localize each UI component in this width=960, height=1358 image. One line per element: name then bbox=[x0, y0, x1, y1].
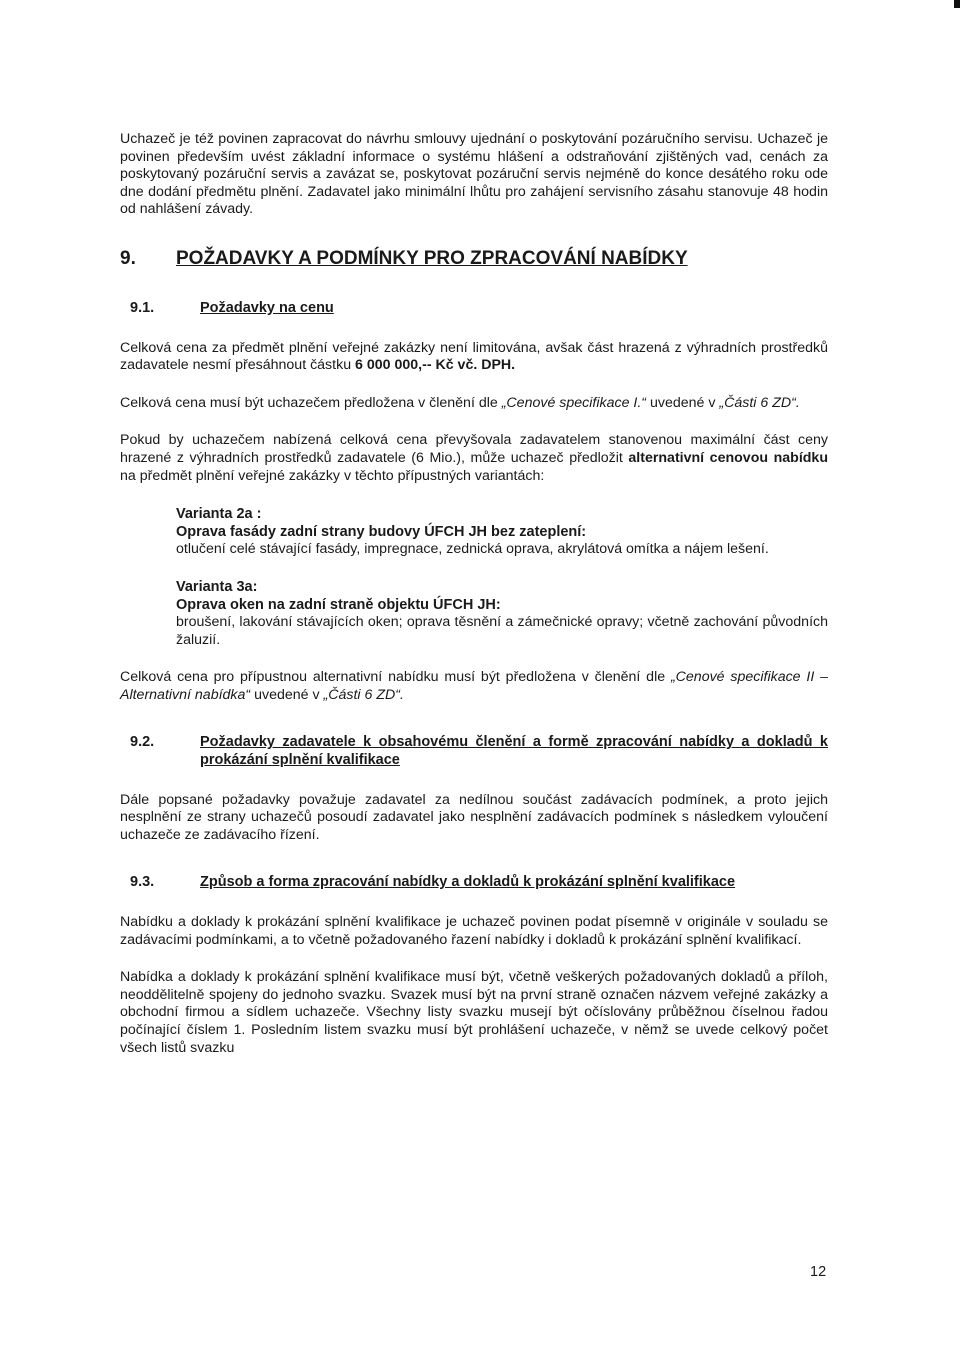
page-number: 12 bbox=[810, 1264, 827, 1280]
document-page bbox=[120, 131, 828, 1057]
price-p2-ref-2: „Části 6 ZD“. bbox=[719, 394, 800, 411]
subsection-9-3-title: Způsob a forma zpracování nabídky a dokladů k prokázání splnění kvalifikace bbox=[200, 874, 736, 891]
section-9-title: POŽADAVKY A PODMÍNKY PRO ZPRACOVÁNÍ NABÍDKY bbox=[176, 247, 688, 269]
form-paragraph-2: Nabídka a doklady k prokázání splnění kvalifikace musí být, včetně veškerých požadovaných dokladů a příloh, neoddělitelně spojeny do jednoho svazku. Svazek musí být na první straně označen názvem veřejné zakázky a obchodní firmou a sídlem uchazeče. Všechny listy svazku musejí být očíslovány průběžnou číselnou řadou počínající číslem 1. Posledním listem svazku musí být prohlášení uchazeče, v němž se uvede celkový počet všech listů svazku bbox=[120, 969, 828, 1056]
subsection-9-3-heading bbox=[120, 874, 828, 892]
price-paragraph-1 bbox=[120, 340, 828, 375]
variant-2a-label: Varianta 2a : bbox=[176, 506, 262, 523]
variant-2a-text: otlučení celé stávající fasády, impregnace, zednická oprava, akrylátová omítka a nájem lešení. bbox=[176, 541, 769, 558]
subsection-9-1-number: 9.1. bbox=[130, 299, 155, 316]
requirements-paragraph: Dále popsané požadavky považuje zadavatel za nedílnou součást zadávacích podmínek, a proto jejich nesplnění ze strany uchazečů posoudí zadavatel jako nesplnění zadávacích podmínek s následkem vyloučení uchazeče ze zadávacího řízení. bbox=[120, 791, 828, 843]
variant-3a bbox=[176, 579, 828, 649]
subsection-9-3-number: 9.3. bbox=[130, 874, 155, 891]
price-p4-ref-1: „Cenové specifikace II – Alternativní nabídka“ bbox=[120, 669, 828, 703]
variant-3a-label: Varianta 3a: bbox=[176, 578, 258, 595]
price-p2-ref-1: „Cenové specifikace I.“ bbox=[501, 394, 647, 411]
subsection-9-2-number: 9.2. bbox=[130, 734, 155, 751]
intro-paragraph: Uchazeč je též povinen zapracovat do návrhu smlouvy ujednání o poskytování pozáručního servisu. Uchazeč je povinen především uvést základní informace o systému hlášení a odstraňování zjištěných vad, cenách za poskytovaný pozáruční servis a zavázat se, poskytovat pozáruční servis nejméně do konce desátého roku ode dne dodání předmětu plnění. Zadavatel jako minimální lhůtu pro zahájení servisního zásahu stanovuje 48 hodin od nahlášení závady. bbox=[120, 131, 828, 218]
price-paragraph-4 bbox=[120, 669, 828, 704]
variant-2a-heading: Oprava fasády zadní strany budovy ÚFCH JH bez zateplení: bbox=[176, 523, 587, 540]
form-paragraph-1: Nabídku a doklady k prokázání splnění kvalifikace je uchazeč povinen podat písemně v originále v souladu se zadávacími podmínkami, a to včetně požadovaného řazení nabídky i dokladů k prokázání splnění kvalifikací. bbox=[120, 914, 828, 948]
variant-2a bbox=[176, 506, 828, 559]
section-9-number: 9. bbox=[120, 247, 136, 269]
price-paragraph-3 bbox=[120, 432, 828, 485]
price-text: Celková cena za předmět plnění veřejné zakázky není limitována, avšak část hrazená z výhradních prostředků zadavatele nesmí přesáhnout částku bbox=[120, 339, 828, 374]
scan-edge-mark bbox=[954, 0, 960, 8]
price-p2-text-b: uvedené v bbox=[646, 394, 720, 411]
price-p3-text-a: Pokud by uchazečem nabízená celková cena převyšovala zadavatelem stanovenou maximální část ceny hrazené z výhradních prostředků zadavatele (6 Mio.), může uchazeč předložit bbox=[120, 432, 828, 466]
price-limit: 6 000 000,-- Kč vč. DPH. bbox=[355, 357, 516, 374]
price-p4-text-a: Celková cena pro přípustnou alternativní nabídku musí být předložena v členění dle bbox=[120, 669, 671, 686]
subsection-9-1-heading bbox=[120, 300, 828, 318]
price-paragraph-2 bbox=[120, 395, 828, 413]
price-p4-ref-2: „Části 6 ZD“. bbox=[323, 686, 404, 703]
subsection-9-2-title: Požadavky zadavatele k obsahovému členění a formě zpracování nabídky a dokladů k prokázání splnění kvalifikace bbox=[200, 734, 828, 769]
price-p3-text-b: na předmět plnění veřejné zakázky v těchto přípustných variantách: bbox=[120, 467, 545, 484]
variant-3a-heading: Oprava oken na zadní straně objektu ÚFCH JH: bbox=[176, 596, 501, 613]
subsection-9-1-title: Požadavky na cenu bbox=[200, 299, 334, 316]
price-p2-text-a: Celková cena musí být uchazečem předložena v členění dle bbox=[120, 394, 502, 411]
variant-3a-text: broušení, lakování stávajících oken; oprava těsnění a zámečnické opravy; včetně zachování původních žaluzií. bbox=[176, 614, 828, 648]
price-p3-bold: alternativní cenovou nabídku bbox=[628, 449, 828, 466]
section-9-heading bbox=[120, 248, 828, 270]
price-p4-text-b: uvedené v bbox=[250, 686, 324, 703]
subsection-9-2-heading bbox=[120, 734, 828, 769]
